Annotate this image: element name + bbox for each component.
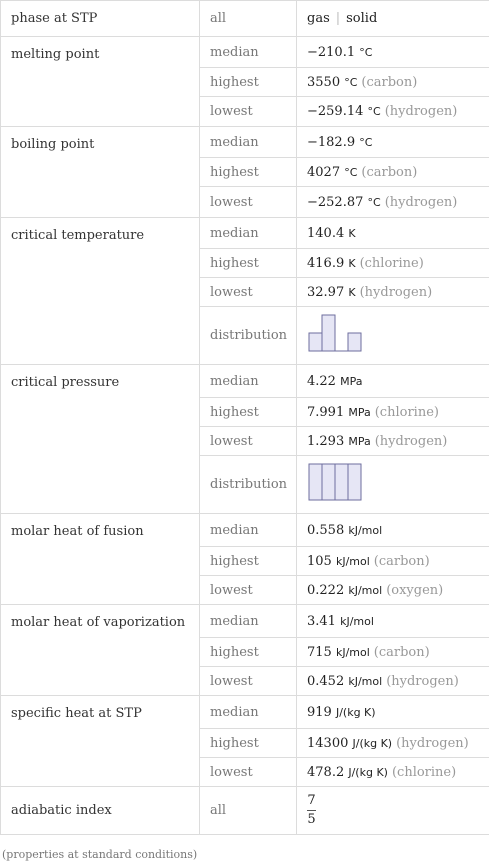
value-cell [297,729,489,758]
value-number: 0.452 [307,673,345,689]
stat-label: distribution [200,456,297,514]
table-row [1,127,489,158]
value-number: 3550 [307,74,341,90]
value-note: (hydrogen) [384,194,458,210]
value-number: 105 [307,553,332,569]
value-unit: J/(kg K) [352,736,393,750]
stat-label: all [200,787,297,835]
value-note: (carbon) [373,644,430,660]
value-number: −259.14 [307,104,364,119]
value-cell [297,547,489,576]
histogram-bar [309,464,322,500]
value-note: (chlorine) [359,255,424,271]
value-cell [297,127,489,158]
value-number: 1.293 [307,433,345,449]
stat-label: median [200,127,297,158]
value-cell [297,1,489,37]
value-number: 7.991 [307,404,345,420]
histogram-bar [322,315,335,351]
stat-label: highest [200,729,297,758]
value-unit: K [348,256,356,270]
value-number: −210.1 [307,44,356,60]
value-number: 32.97 [307,284,345,300]
table-row [1,365,489,398]
value-cell [297,307,489,365]
histogram-bar [322,464,335,500]
distribution-histogram [307,313,379,355]
value-cell [297,638,489,667]
value-number: 715 [307,644,332,660]
value-note: (hydrogen) [384,104,458,119]
distribution-histogram [307,462,379,504]
value-cell [297,158,489,187]
value-unit: kJ/mol [348,523,383,537]
fraction-denominator: 5 [307,812,316,827]
value-cell [297,758,489,787]
value-cell [297,576,489,605]
stat-label: lowest [200,758,297,787]
value-number: 4.22 [307,373,336,389]
property-label: adiabatic index [1,787,200,835]
value-unit: °C [344,165,358,179]
value-unit: kJ/mol [348,583,383,597]
value-note: (chlorine) [374,404,439,420]
stat-label: highest [200,158,297,187]
phase-solid: solid [346,11,378,26]
value-unit: °C [359,135,373,149]
value-number: −182.9 [307,134,356,150]
table-row [1,1,489,37]
histogram-bar [348,464,361,500]
stat-label: median [200,365,297,398]
value-cell [297,365,489,398]
property-label: critical temperature [1,218,200,365]
value-number: −252.87 [307,194,364,210]
stat-label: lowest [200,667,297,696]
value-unit: J/(kg K) [348,765,388,779]
table-row [1,696,489,729]
property-label: critical pressure [1,365,200,514]
fraction [307,793,316,828]
histogram-bar [348,333,361,351]
stat-label: highest [200,398,297,427]
value-unit: kJ/mol [335,645,370,659]
value-note: (carbon) [361,164,418,180]
value-cell [297,398,489,427]
value-unit: kJ/mol [348,674,383,688]
value-unit: °C [367,105,381,118]
value-unit: MPa [348,405,371,419]
stat-label: highest [200,638,297,667]
property-label: molar heat of vaporization [1,605,200,696]
fraction-bar [307,810,316,811]
value-cell [297,427,489,456]
value-cell [297,456,489,514]
stat-label: highest [200,249,297,278]
value-note: (carbon) [373,553,430,569]
stat-label: lowest [200,427,297,456]
property-label: boiling point [1,127,200,218]
table-row [1,605,489,638]
stat-label: median [200,696,297,729]
stat-label: lowest [200,97,297,127]
stat-label: distribution [200,307,297,365]
value-unit: K [348,226,356,240]
value-cell [297,605,489,638]
value-cell [297,218,489,249]
value-number: 0.558 [307,522,345,538]
value-unit: MPa [340,374,363,388]
stat-label: median [200,514,297,547]
value-unit: °C [344,75,358,89]
value-cell [297,514,489,547]
property-label: melting point [1,37,200,127]
property-label: specific heat at STP [1,696,200,787]
stat-label: lowest [200,278,297,307]
table-row [1,787,489,835]
table-row [1,37,489,68]
separator: | [335,11,341,26]
value-unit: kJ/mol [340,614,374,628]
value-note: (hydrogen) [374,433,448,449]
stat-label: median [200,37,297,68]
stat-label: lowest [200,576,297,605]
property-label: molar heat of fusion [1,514,200,605]
value-number: 140.4 [307,225,345,241]
stat-label: median [200,605,297,638]
value-unit: J/(kg K) [335,705,376,719]
value-note: (carbon) [361,74,418,90]
value-cell [297,37,489,68]
value-unit: K [348,285,356,299]
value-cell [297,667,489,696]
value-number: 919 [307,704,332,720]
histogram-bar [309,333,322,351]
histogram-bar [335,464,348,500]
value-note: (hydrogen) [396,735,469,751]
value-number: 3.41 [307,613,336,629]
value-note: (hydrogen) [359,284,433,300]
stat-label: highest [200,68,297,97]
stat-label: all [200,1,297,37]
value-cell [297,68,489,97]
stat-label: median [200,218,297,249]
value-unit: kJ/mol [335,554,370,568]
value-cell [297,696,489,729]
value-note: (hydrogen) [386,673,459,689]
value-note: (chlorine) [391,764,457,780]
table-row [1,514,489,547]
value-cell [297,787,489,835]
stat-label: lowest [200,187,297,218]
value-unit: MPa [348,434,371,448]
value-cell [297,97,489,127]
stat-label: highest [200,547,297,576]
value-unit: °C [359,45,373,59]
table-row [1,218,489,249]
value-number: 14300 [307,735,349,751]
footnote: (properties at standard conditions) [2,848,198,861]
value-number: 478.2 [307,764,345,780]
value-cell [297,187,489,218]
value-number: 4027 [307,164,341,180]
value-number: 416.9 [307,255,345,271]
value-number: 0.222 [307,582,345,598]
fraction-numerator: 7 [307,793,316,808]
value-cell [297,278,489,307]
value-cell [297,249,489,278]
property-label: phase at STP [1,1,200,37]
value-note: (oxygen) [386,582,444,598]
value-unit: °C [367,195,381,209]
phase-gas: gas [307,11,330,26]
